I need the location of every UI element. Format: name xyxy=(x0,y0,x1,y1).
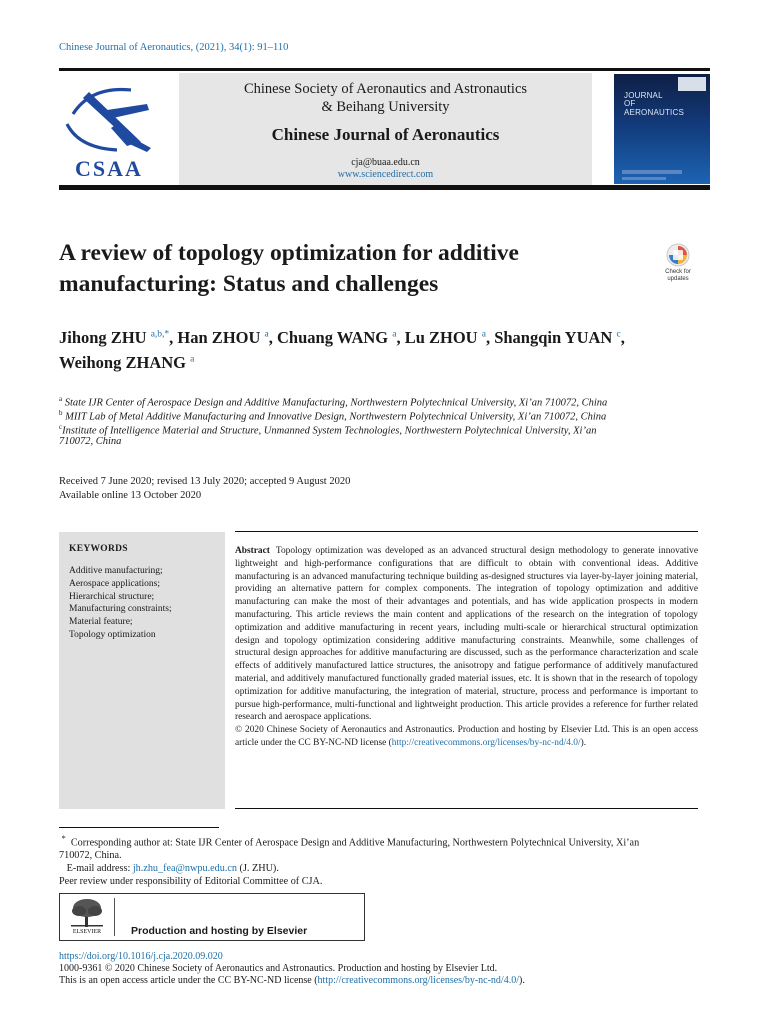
footnote-star: * xyxy=(61,833,66,843)
elsevier-tree-logo xyxy=(65,897,109,935)
abstract-label: Abstract xyxy=(235,546,270,556)
peer-review-note: Peer review under responsibility of Editorial Committee of CJA. xyxy=(59,876,323,888)
abstract-block xyxy=(235,545,698,750)
cover-footer-bar xyxy=(622,170,682,174)
affiliation-a: $^a$ State IJR Center of Aerospace Design and Additive Manufacturing, Northwestern Polytechnical University, Xi’an 710072, China xyxy=(59,395,608,409)
keyword-item: Manufacturing constraints; xyxy=(69,604,172,615)
csaa-logo-text: CSAA xyxy=(75,156,143,181)
author-list xyxy=(59,323,709,374)
title-line-2: manufacturing: Status and challenges xyxy=(59,271,439,297)
cover-footer-bar-2 xyxy=(622,177,666,180)
journal-cover-image xyxy=(614,74,710,184)
abstract-top-rule xyxy=(235,531,698,532)
cover-barcode xyxy=(678,77,706,91)
received-dates: Received 7 June 2020; revised 13 July 2020; accepted 9 August 2020 xyxy=(59,476,351,487)
corresponding-text: Corresponding author at: State IJR Center of Aerospace Design and Additive Manufacturing, Northwestern Polytechnical University, Xi’an xyxy=(70,837,640,849)
article-title xyxy=(59,238,619,300)
keyword-item: Aerospace applications; xyxy=(69,578,161,589)
author[interactable]: Weihong ZHANG $^a$ xyxy=(59,353,195,372)
keywords-heading: KEYWORDS xyxy=(69,544,128,554)
badge-label-2: updates xyxy=(667,276,689,282)
copyright-notice-end: ). xyxy=(580,737,587,748)
journal-name: Chinese Journal of Aeronautics xyxy=(271,125,500,144)
article-dates xyxy=(59,475,350,502)
author[interactable]: Lu ZHOU $^a$, xyxy=(404,327,495,347)
check-for-updates-badge[interactable] xyxy=(656,242,700,282)
journal-citation[interactable]: Chinese Journal of Aeronautics, (2021), 34(1): 91–110 xyxy=(59,42,289,53)
keyword-item: Hierarchical structure; xyxy=(69,591,155,602)
footnote-rule xyxy=(59,827,219,828)
cover-title: JOURNAL OF AERONAUTICS xyxy=(624,91,684,117)
csaa-logo xyxy=(59,76,159,184)
header-top-rule xyxy=(59,68,710,71)
email-label: E-mail address: xyxy=(66,863,133,875)
keywords-list xyxy=(69,565,172,642)
corresponding-author-note xyxy=(59,832,709,888)
header-bottom-rule xyxy=(59,185,710,190)
corresponding-text-cont: 710072, China. xyxy=(59,850,122,862)
keyword-item: Additive manufacturing; xyxy=(69,566,163,576)
author[interactable]: Jihong ZHU $^{a,b,*}$, xyxy=(59,327,178,347)
oa-license-link[interactable]: http://creativecommons.org/licenses/by-nc-nd/4.0/ xyxy=(317,975,519,986)
author[interactable]: Chuang WANG $^a$, xyxy=(277,327,405,347)
journal-email[interactable]: cja@buaa.edu.cn xyxy=(351,157,420,168)
issn-copyright: 1000-9361 © 2020 Chinese Society of Aeronautics and Astronautics. Production and hosting by Elsevier Ltd. xyxy=(59,963,498,974)
license-link[interactable]: http://creativecommons.org/licenses/by-nc-nd/4.0/ xyxy=(391,737,581,748)
copyright-notice: © 2020 Chinese Society of Aeronautics and Astronautics. Production and hosting by Elsevier Ltd. This is an open access article under the CC BY-NC-ND license ( xyxy=(235,725,698,748)
title-line-1: A review of topology optimization for additive xyxy=(59,240,519,266)
publisher-society xyxy=(179,80,592,116)
affiliation-c: $^c$Institute of Intelligence Material and Structure, Unmanned System Technologies, Northwestern Polytechnical University, Xi’an xyxy=(59,423,597,437)
doi-link[interactable]: https://doi.org/10.1016/j.cja.2020.09.020 xyxy=(59,951,223,962)
oa-text: This is an open access article under the CC BY-NC-ND license ( xyxy=(59,975,318,986)
society-line-1: Chinese Society of Aeronautics and Astronautics xyxy=(243,81,528,97)
elsevier-divider xyxy=(114,898,115,936)
abstract-body: Topology optimization was developed as an advanced structural design methodology to generate innovative lightweight and high-performance configurations that are difficult to obtain with conventional ideas. Additive manufacturing is an advanced manufacturing technique building as-designed structures via layer-by-layer joining material, providing an alternative pattern for complex components. The integration of topology optimization and additive manufacturing can make the most of their advantages and potentials, and has wide application prospects in modern manufacturing. This article reviews the main content and applications of the research on the integration of topology optimization and additive manufacturing in recent years, including multi-scale or hierarchical structural optimization design and topology optimization considering additive manufacturing constraints. Meanwhile, some challenges of structural design approaches for additive manufacturing are discussed, such as the performance characterization and scale effects of additively manufactured lattice structures, the anisotropy and fatigue performance of additively manufactured material, and additively manufactured functionally graded material issues, etc. It is shown that in the research of topology optimization for additive manufacturing, the integration of material, structure, process and performance is important to pursue high-performance, multi-functional and lightweight production. This article provides a reference for further related research and aerospace applications. xyxy=(235,546,698,723)
journal-website-link[interactable]: www.sciencedirect.com xyxy=(337,169,434,180)
author[interactable]: Shangqin YUAN $^c$, xyxy=(494,327,625,347)
society-line-2: & Beihang University xyxy=(321,99,450,115)
badge-label-1: Check for xyxy=(665,269,691,275)
affiliation-c-cont: 710072, China xyxy=(59,436,122,447)
author-email-link[interactable]: jh.zhu_fea@nwpu.edu.cn xyxy=(132,863,237,875)
oa-text-end: ). xyxy=(518,975,525,986)
email-owner: (J. ZHU). xyxy=(237,863,279,875)
open-access-note xyxy=(59,975,525,986)
keyword-item: Material feature; xyxy=(69,617,133,628)
author[interactable]: Han ZHOU $^a$, xyxy=(177,327,277,347)
available-online-date: Available online 13 October 2020 xyxy=(59,489,202,501)
affiliation-b: $^b$ MIIT Lab of Metal Additive Manufacturing and Innovative Design, Northwestern Polytechnical University, Xi’an 710072, China xyxy=(59,409,607,423)
elsevier-hosting-text: Production and hosting by Elsevier xyxy=(131,925,308,937)
abstract-bottom-rule xyxy=(235,808,698,809)
keyword-item: Topology optimization xyxy=(69,629,156,640)
elsevier-logo-label: ELSEVIER xyxy=(72,929,102,935)
